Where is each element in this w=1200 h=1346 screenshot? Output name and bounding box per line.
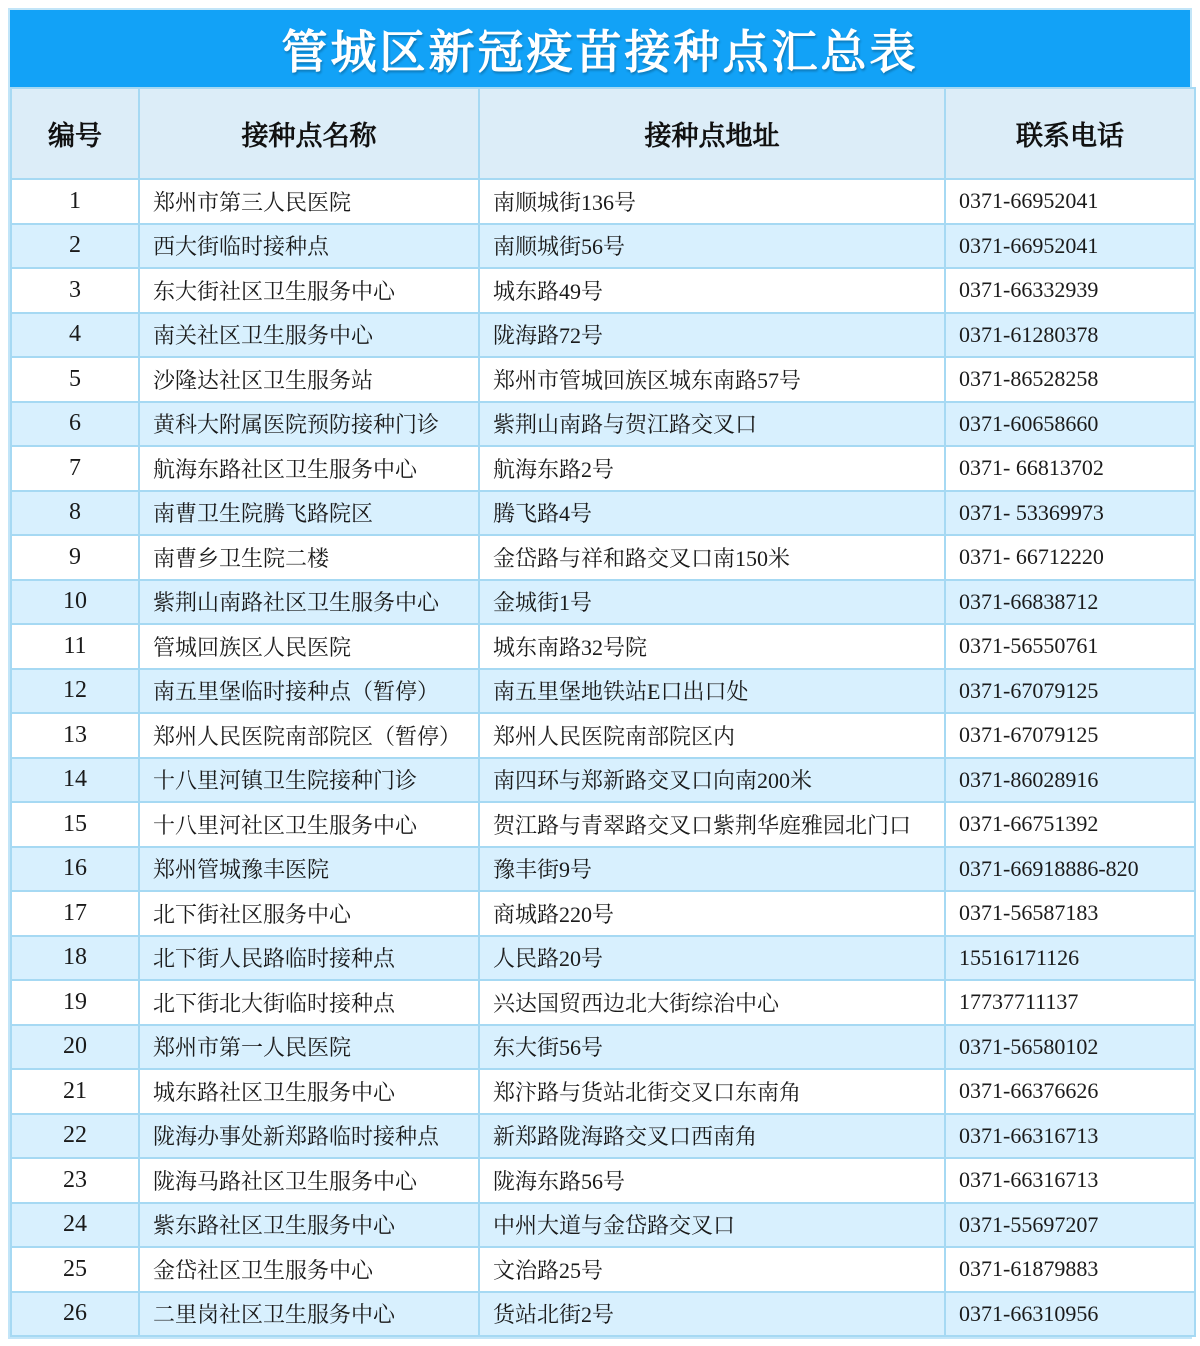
row-number: 20 [11, 1025, 139, 1070]
site-name: 郑州管城豫丰医院 [139, 847, 479, 892]
site-name: 紫东路社区卫生服务中心 [139, 1203, 479, 1248]
site-phone: 0371- 66813702 [945, 446, 1195, 491]
site-name: 黄科大附属医院预防接种门诊 [139, 402, 479, 447]
site-phone: 17737711137 [945, 980, 1195, 1025]
table-row [11, 1025, 1195, 1070]
site-address: 南顺城街136号 [479, 179, 945, 224]
vaccination-summary-table [8, 8, 1192, 1339]
row-number: 14 [11, 758, 139, 803]
table-row [11, 357, 1195, 402]
table-row [11, 1069, 1195, 1114]
table-row [11, 402, 1195, 447]
vaccination-points-table [10, 87, 1196, 1337]
site-name: 陇海马路社区卫生服务中心 [139, 1158, 479, 1203]
table-row [11, 179, 1195, 224]
site-phone: 0371-67079125 [945, 713, 1195, 758]
site-phone: 0371-66952041 [945, 179, 1195, 224]
site-name: 东大街社区卫生服务中心 [139, 268, 479, 313]
row-number: 9 [11, 535, 139, 580]
site-phone: 0371-56587183 [945, 891, 1195, 936]
header-row [11, 88, 1195, 179]
site-phone: 0371-56580102 [945, 1025, 1195, 1070]
site-address: 航海东路2号 [479, 446, 945, 491]
site-phone: 0371-66918886-820 [945, 847, 1195, 892]
table-row [11, 580, 1195, 625]
site-name: 南曹乡卫生院二楼 [139, 535, 479, 580]
table-body [11, 179, 1195, 1336]
table-row [11, 624, 1195, 669]
site-name: 陇海办事处新郑路临时接种点 [139, 1114, 479, 1159]
site-address: 人民路20号 [479, 936, 945, 981]
table-row [11, 891, 1195, 936]
table-row [11, 980, 1195, 1025]
row-number: 26 [11, 1292, 139, 1337]
site-address: 金岱路与祥和路交叉口南150米 [479, 535, 945, 580]
row-number: 22 [11, 1114, 139, 1159]
table-row [11, 268, 1195, 313]
site-phone: 0371-66838712 [945, 580, 1195, 625]
site-phone: 0371- 53369973 [945, 491, 1195, 536]
row-number: 13 [11, 713, 139, 758]
site-phone: 0371-66751392 [945, 802, 1195, 847]
site-address: 商城路220号 [479, 891, 945, 936]
site-name: 城东路社区卫生服务中心 [139, 1069, 479, 1114]
site-name: 南五里堡临时接种点（暂停） [139, 669, 479, 714]
site-name: 二里岗社区卫生服务中心 [139, 1292, 479, 1337]
row-number: 24 [11, 1203, 139, 1248]
site-phone: 0371-66332939 [945, 268, 1195, 313]
row-number: 3 [11, 268, 139, 313]
table-row [11, 491, 1195, 536]
site-name: 西大街临时接种点 [139, 224, 479, 269]
row-number: 17 [11, 891, 139, 936]
site-address: 新郑路陇海路交叉口西南角 [479, 1114, 945, 1159]
site-name: 十八里河社区卫生服务中心 [139, 802, 479, 847]
site-address: 城东南路32号院 [479, 624, 945, 669]
table-row [11, 713, 1195, 758]
site-address: 文治路25号 [479, 1247, 945, 1292]
table-row [11, 669, 1195, 714]
site-name: 沙隆达社区卫生服务站 [139, 357, 479, 402]
site-phone: 0371-66316713 [945, 1158, 1195, 1203]
col-header-id: 编号 [11, 88, 139, 179]
site-name: 郑州市第一人民医院 [139, 1025, 479, 1070]
row-number: 19 [11, 980, 139, 1025]
table-row [11, 758, 1195, 803]
site-phone: 0371-66310956 [945, 1292, 1195, 1337]
row-number: 16 [11, 847, 139, 892]
site-address: 腾飞路4号 [479, 491, 945, 536]
site-phone: 0371-66952041 [945, 224, 1195, 269]
site-name: 北下街人民路临时接种点 [139, 936, 479, 981]
table-row [11, 1203, 1195, 1248]
page-title [10, 10, 1190, 87]
row-number: 25 [11, 1247, 139, 1292]
row-number: 18 [11, 936, 139, 981]
site-name: 南关社区卫生服务中心 [139, 313, 479, 358]
row-number: 7 [11, 446, 139, 491]
row-number: 21 [11, 1069, 139, 1114]
table-row [11, 313, 1195, 358]
site-address: 南五里堡地铁站E口出口处 [479, 669, 945, 714]
site-address: 兴达国贸西边北大街综治中心 [479, 980, 945, 1025]
site-address: 陇海路72号 [479, 313, 945, 358]
site-name: 郑州市第三人民医院 [139, 179, 479, 224]
row-number: 23 [11, 1158, 139, 1203]
row-number: 5 [11, 357, 139, 402]
site-name: 郑州人民医院南部院区（暂停） [139, 713, 479, 758]
table-row [11, 1292, 1195, 1337]
site-phone: 0371-67079125 [945, 669, 1195, 714]
row-number: 15 [11, 802, 139, 847]
site-name: 紫荆山南路社区卫生服务中心 [139, 580, 479, 625]
site-name: 十八里河镇卫生院接种门诊 [139, 758, 479, 803]
site-phone: 0371-86528258 [945, 357, 1195, 402]
site-address: 东大街56号 [479, 1025, 945, 1070]
site-address: 贺江路与青翠路交叉口紫荆华庭雅园北门口 [479, 802, 945, 847]
site-address: 中州大道与金岱路交叉口 [479, 1203, 945, 1248]
site-address: 郑汴路与货站北街交叉口东南角 [479, 1069, 945, 1114]
site-phone: 15516171126 [945, 936, 1195, 981]
site-address: 紫荆山南路与贺江路交叉口 [479, 402, 945, 447]
row-number: 1 [11, 179, 139, 224]
table-row [11, 535, 1195, 580]
site-name: 南曹卫生院腾飞路院区 [139, 491, 479, 536]
site-address: 金城街1号 [479, 580, 945, 625]
site-address: 南顺城街56号 [479, 224, 945, 269]
site-phone: 0371-86028916 [945, 758, 1195, 803]
table-row [11, 224, 1195, 269]
row-number: 6 [11, 402, 139, 447]
col-header-name: 接种点名称 [139, 88, 479, 179]
row-number: 8 [11, 491, 139, 536]
row-number: 12 [11, 669, 139, 714]
table-row [11, 936, 1195, 981]
site-address: 货站北街2号 [479, 1292, 945, 1337]
site-phone: 0371-60658660 [945, 402, 1195, 447]
site-phone: 0371-66316713 [945, 1114, 1195, 1159]
site-name: 北下街社区服务中心 [139, 891, 479, 936]
site-address: 陇海东路56号 [479, 1158, 945, 1203]
site-name: 航海东路社区卫生服务中心 [139, 446, 479, 491]
site-name: 管城回族区人民医院 [139, 624, 479, 669]
col-header-address: 接种点地址 [479, 88, 945, 179]
table-row [11, 1247, 1195, 1292]
site-phone: 0371-55697207 [945, 1203, 1195, 1248]
row-number: 4 [11, 313, 139, 358]
site-name: 北下街北大街临时接种点 [139, 980, 479, 1025]
table-row [11, 802, 1195, 847]
site-address: 城东路49号 [479, 268, 945, 313]
site-address: 南四环与郑新路交叉口向南200米 [479, 758, 945, 803]
table-row [11, 446, 1195, 491]
site-address: 豫丰街9号 [479, 847, 945, 892]
table-row [11, 1114, 1195, 1159]
table-row [11, 847, 1195, 892]
site-address: 郑州市管城回族区城东南路57号 [479, 357, 945, 402]
row-number: 11 [11, 624, 139, 669]
site-name: 金岱社区卫生服务中心 [139, 1247, 479, 1292]
row-number: 10 [11, 580, 139, 625]
site-phone: 0371- 66712220 [945, 535, 1195, 580]
site-phone: 0371-61879883 [945, 1247, 1195, 1292]
row-number: 2 [11, 224, 139, 269]
site-phone: 0371-66376626 [945, 1069, 1195, 1114]
table-row [11, 1158, 1195, 1203]
page-title-text: 管城区新冠疫苗接种点汇总表 [281, 25, 919, 78]
site-phone: 0371-61280378 [945, 313, 1195, 358]
col-header-phone: 联系电话 [945, 88, 1195, 179]
site-address: 郑州人民医院南部院区内 [479, 713, 945, 758]
site-phone: 0371-56550761 [945, 624, 1195, 669]
